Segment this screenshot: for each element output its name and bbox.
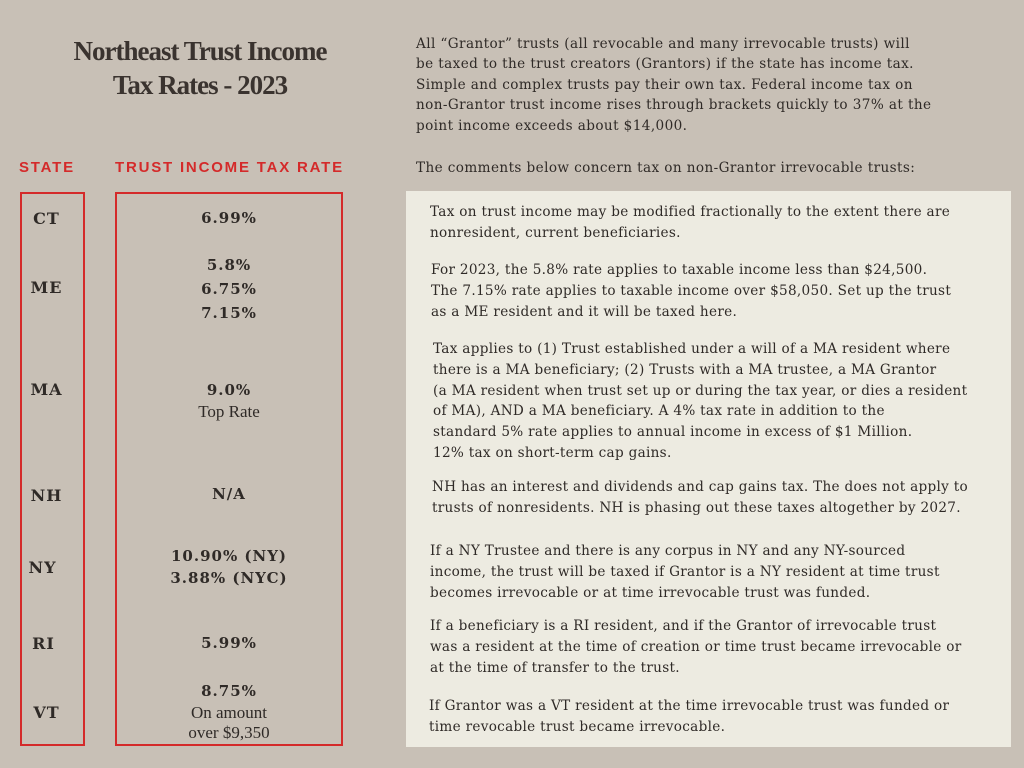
comment-line: standard 5% rate applies to annual income in excess of $1 Million. [433, 424, 913, 441]
comment-line: of MA), AND a MA beneficiary. A 4% tax rate in addition to the [433, 403, 885, 420]
state-abbr-ri: RI [32, 634, 55, 653]
comment-ct [430, 202, 995, 244]
rate-value: 3.88% (NYC) [170, 569, 288, 587]
state-column-box [20, 192, 85, 746]
intro-line: Simple and complex trusts pay their own tax. Federal income tax on [416, 76, 913, 93]
intro-line: All “Grantor” trusts (all revocable and many irrevocable trusts) will [416, 36, 910, 52]
comment-line: Tax on trust income may be modified fractionally to the extent there are [430, 204, 951, 220]
comment-ma [433, 339, 998, 464]
rate-nh [115, 482, 343, 506]
comment-ri [430, 616, 995, 678]
rate-column-header: TRUST INCOME TAX RATE [115, 159, 344, 176]
rate-value: 10.90% (NY) [170, 547, 288, 565]
state-column-header: STATE [19, 159, 75, 176]
rate-me [115, 253, 343, 325]
comment-line: was a resident at the time of creation or time trust became irrevocable or [430, 638, 962, 655]
comment-nh [432, 477, 997, 519]
rate-value: 9.0% [206, 381, 252, 399]
comment-line: (a MA resident when trust set up or during the tax year, or dies a resident [433, 382, 968, 399]
rate-note: over $9,350 [188, 723, 270, 742]
comment-line: For 2023, the 5.8% rate applies to taxable income less than $24,500. [431, 262, 928, 278]
intro-line: be taxed to the trust creators (Grantors) if the state has income tax. [416, 56, 914, 73]
intro-line: non-Grantor trust income rises through brackets quickly to 37% at the [416, 97, 932, 114]
page-title [40, 34, 360, 102]
comment-line: becomes irrevocable or at time irrevocable trust was funded. [430, 584, 871, 601]
comment-line: Tax applies to (1) Trust established under a will of a MA resident where [433, 341, 951, 357]
comment-line: there is a MA beneficiary; (2) Trusts with a MA trustee, a MA Grantor [433, 361, 937, 378]
comment-line: as a ME resident and it will be taxed here. [431, 303, 738, 320]
rate-ny [115, 545, 343, 589]
state-abbr-ny: NY [28, 558, 57, 577]
comment-line: time revocable trust became irrevocable. [429, 718, 726, 735]
rate-value: 6.75% [201, 280, 257, 298]
comment-line: The 7.15% rate applies to taxable income over $58,050. Set up the trust [431, 282, 952, 299]
rate-value: 5.8% [206, 256, 252, 274]
rate-ri [115, 631, 343, 655]
rate-vt [115, 679, 343, 743]
comment-line: If Grantor was a VT resident at the time irrevocable trust was funded or [429, 698, 950, 714]
comment-line: If a beneficiary is a RI resident, and if the Grantor of irrevocable trust [430, 618, 937, 634]
comment-line: 12% tax on short-term cap gains. [433, 444, 672, 461]
rate-value: 5.99% [201, 634, 257, 652]
rate-value: 7.15% [201, 304, 257, 322]
comment-ny [430, 541, 995, 603]
state-abbr-ct: CT [33, 209, 60, 228]
rate-ma [115, 378, 343, 422]
state-abbr-vt: VT [33, 703, 60, 722]
comment-line: NH has an interest and dividends and cap gains tax. The does not apply to [432, 479, 969, 495]
rate-note: Top Rate [198, 402, 260, 421]
state-abbr-me: ME [30, 278, 63, 297]
rate-note: On amount [190, 703, 268, 722]
rate-value: N/A [212, 485, 246, 503]
comment-line: income, the trust will be taxed if Grantor is a NY resident at time trust [430, 563, 940, 580]
comment-vt [429, 696, 994, 738]
intro-paragraph [416, 34, 1006, 136]
title-line-2: Tax Rates - 2023 [112, 70, 288, 100]
comment-me [431, 260, 996, 322]
comment-line: at the time of transfer to the trust. [430, 659, 680, 676]
state-abbr-ma: MA [30, 380, 63, 399]
rate-value: 8.75% [201, 682, 257, 700]
title-line-1: Northeast Trust Income [73, 36, 327, 66]
state-abbr-nh: NH [30, 486, 63, 505]
comment-line: nonresident, current beneficiaries. [430, 224, 681, 241]
comments-intro: The comments below concern tax on non-Grantor irrevocable trusts: [416, 160, 916, 176]
rate-ct [115, 206, 343, 230]
comment-line: If a NY Trustee and there is any corpus in NY and any NY-sourced [430, 543, 906, 559]
intro-line: point income exceeds about $14,000. [416, 117, 688, 134]
rate-value: 6.99% [201, 209, 257, 227]
comment-line: trusts of nonresidents. NH is phasing out these taxes altogether by 2027. [432, 499, 961, 516]
